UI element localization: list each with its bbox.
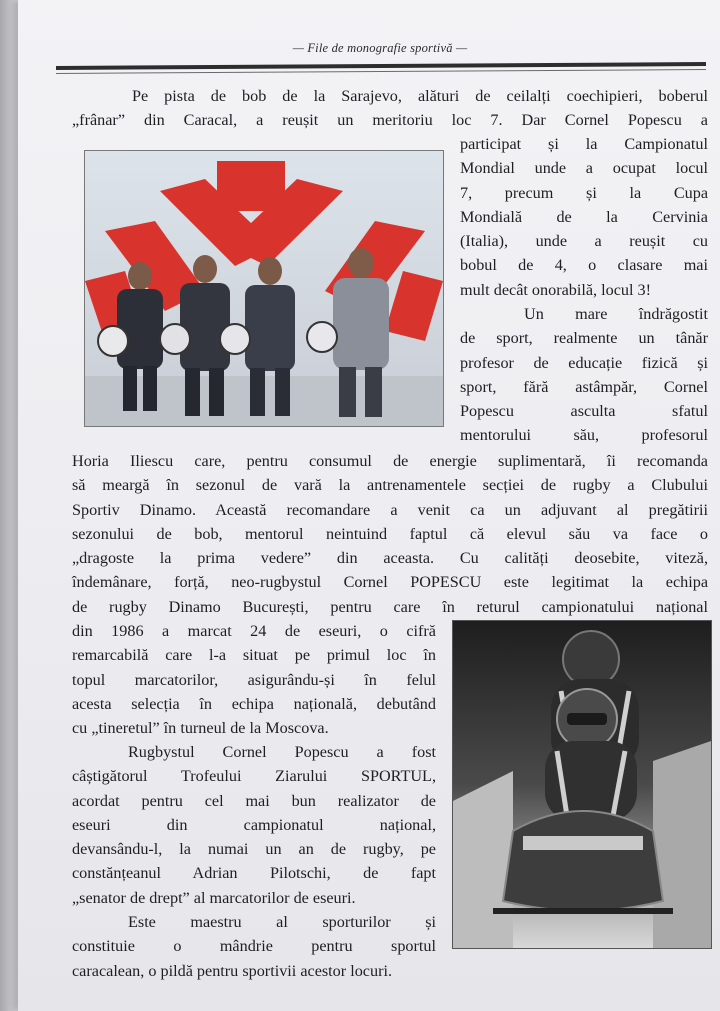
text-line: mentorului său, profesorul — [460, 426, 708, 445]
paragraph-4 — [72, 910, 436, 983]
paragraph-1-top — [72, 84, 708, 133]
bobsled-action-photo — [452, 620, 712, 949]
text-line: de rugby Dinamo București, pentru care în returul campionatului național — [72, 597, 708, 616]
text-line: mult decât onorabilă, locul 3! — [460, 280, 652, 299]
text-line: îndemânare, forță, neo-rugbystul Cornel POPESCU este legitimat la echipa — [72, 573, 708, 592]
paragraph-2-side — [460, 302, 708, 448]
text-line: bobul de 4, o clasare mai — [460, 256, 708, 275]
text-line: caracalean, o pildă pentru sportivii acestor locuri. — [72, 961, 393, 980]
paragraph-2-left — [72, 619, 436, 740]
text-line: sezonului de bob, mentorul neintuind faptul că elevul său va face o — [72, 524, 708, 543]
text-line: eseuri din campionatul național, — [72, 815, 436, 834]
text-line: Mondială de la Cervinia — [460, 207, 708, 226]
text-line: Popescu asculta sfatul — [460, 402, 708, 421]
text-line: Rugbystul Cornel Popescu a fost — [128, 743, 436, 761]
text-line: topul marcatorilor, asigurându-și în felul — [72, 670, 436, 689]
text-line: Este maestru al sporturilor și — [128, 913, 436, 931]
text-line: participat și la Campionatul — [460, 135, 708, 153]
text-line: Horia Iliescu care, pentru consumul de energie suplimentară, îi recomanda — [72, 452, 708, 470]
paragraph-3 — [72, 740, 436, 910]
text-line: constănțeanul Adrian Pilotschi, de fapt — [72, 864, 436, 883]
text-line: (Italia), unde a reușit cu — [460, 232, 708, 251]
text-line: sport, fără astâmpăr, Cornel — [460, 377, 708, 396]
text-line: să meargă în sezonul de vară la antrenamentele secției de rugby a Clubului — [72, 476, 708, 495]
text-line: „dragoste la prima vedere” din aceasta. Cu calități deosebite, viteză, — [72, 549, 708, 568]
paragraph-1-side — [460, 132, 708, 302]
bobsleigh-team-photo — [84, 150, 444, 427]
text-line: Sportiv Dinamo. Această recomandare a venit ca un adjuvant al pregătirii — [72, 500, 708, 519]
text-line: „senator de drept” al marcatorilor de eseuri. — [72, 888, 356, 907]
text-line: profesor de educație fizică și — [460, 353, 708, 372]
text-line: cu „tineretul” în turneul de la Moscova. — [72, 719, 329, 738]
text-line: Mondial unde a ocupat locul — [460, 159, 708, 178]
text-line: 7, precum și la Cupa — [460, 183, 708, 202]
text-line: Un mare îndrăgostit — [524, 305, 708, 323]
text-line: Pe pista de bob de la Sarajevo, alături de ceilalți coechipieri, boberul — [132, 87, 708, 105]
book-binding — [0, 0, 18, 1011]
text-line: remarcabilă care l-a situat pe primul loc în — [72, 646, 436, 665]
paragraph-2-full — [72, 449, 708, 619]
text-line: devansându-l, la numai un an de rugby, pe — [72, 840, 436, 859]
text-line: acesta selecția în echipa națională, debutând — [72, 694, 436, 713]
running-header: — File de monografie sportivă — — [292, 41, 468, 55]
text-line: câștigătorul Trofeului Ziarului SPORTUL, — [72, 767, 436, 786]
text-line: din 1986 a marcat 24 de eseuri, o cifră — [72, 622, 436, 640]
text-line: de sport, realmente un tânăr — [460, 329, 708, 348]
text-line: „frânar” din Caracal, a reușit un meritoriu loc 7. Dar Cornel Popescu a — [72, 111, 708, 130]
text-line: acordat pentru cel mai bun realizator de — [72, 791, 436, 810]
text-line: constituie o mândrie pentru sportul — [72, 937, 436, 956]
